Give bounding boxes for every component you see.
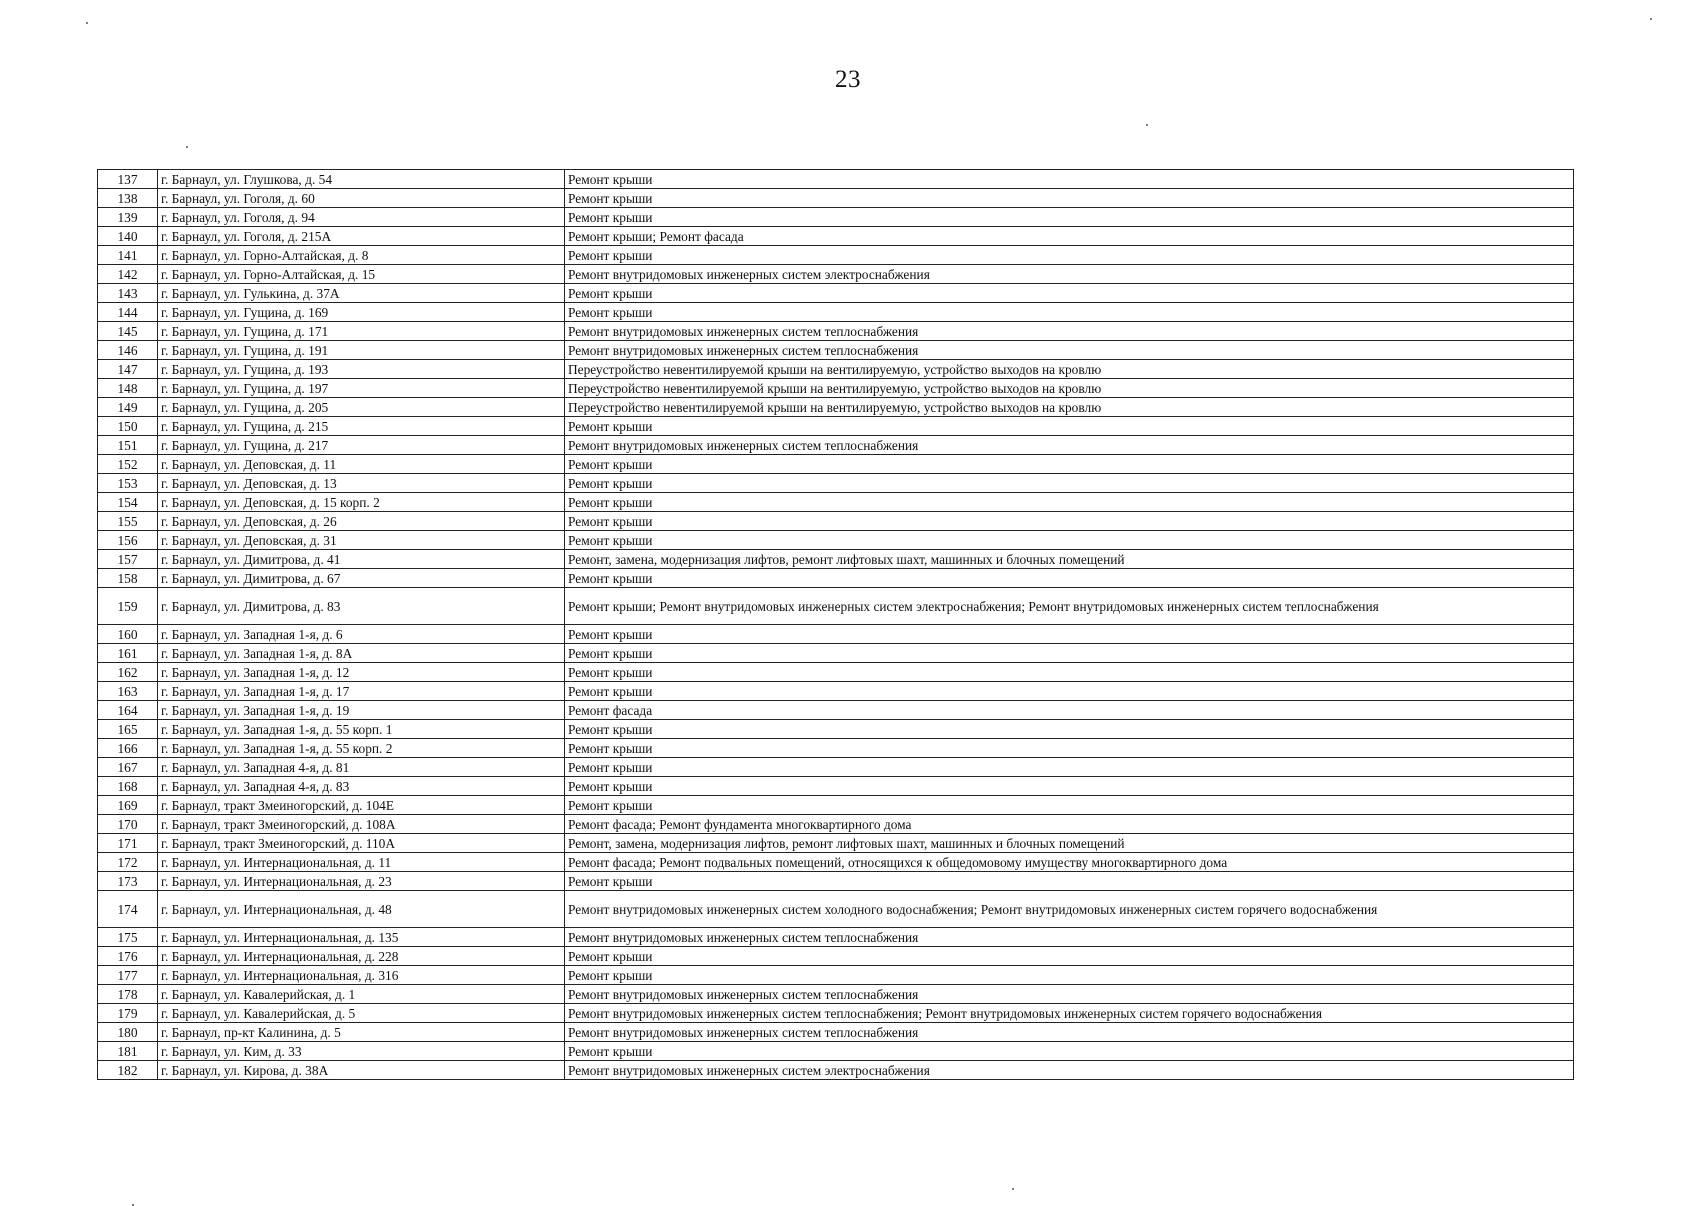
table-row [98, 701, 1574, 720]
table-row [98, 322, 1574, 341]
table-row [98, 928, 1574, 947]
address-cell: г. Барнаул, ул. Деповская, д. 13 [158, 474, 565, 493]
work-type-cell: Ремонт, замена, модернизация лифтов, ремонт лифтовых шахт, машинных и блочных помещений [565, 834, 1574, 853]
work-type-cell: Ремонт крыши; Ремонт внутридомовых инженерных систем электроснабжения; Ремонт внутридомовых инженерных систем теплоснабжения [565, 588, 1574, 625]
address-cell: г. Барнаул, ул. Глушкова, д. 54 [158, 170, 565, 189]
table-row [98, 720, 1574, 739]
address-cell: г. Барнаул, ул. Горно-Алтайская, д. 8 [158, 246, 565, 265]
row-number-cell: 145 [98, 322, 158, 341]
work-type-cell: Ремонт внутридомовых инженерных систем теплоснабжения [565, 436, 1574, 455]
table-row [98, 531, 1574, 550]
address-cell: г. Барнаул, ул. Кавалерийская, д. 5 [158, 1004, 565, 1023]
address-cell: г. Барнаул, ул. Интернациональная, д. 316 [158, 966, 565, 985]
row-number-cell: 137 [98, 170, 158, 189]
row-number-cell: 167 [98, 758, 158, 777]
work-type-cell: Ремонт внутридомовых инженерных систем теплоснабжения [565, 985, 1574, 1004]
row-number-cell: 159 [98, 588, 158, 625]
address-cell: г. Барнаул, ул. Гущина, д. 169 [158, 303, 565, 322]
work-type-cell: Ремонт крыши [565, 170, 1574, 189]
work-type-cell: Ремонт крыши [565, 474, 1574, 493]
row-number-cell: 153 [98, 474, 158, 493]
work-type-cell: Ремонт внутридомовых инженерных систем теплоснабжения [565, 341, 1574, 360]
address-cell: г. Барнаул, ул. Западная 1-я, д. 17 [158, 682, 565, 701]
table-row [98, 265, 1574, 284]
table-row [98, 739, 1574, 758]
table-row [98, 1004, 1574, 1023]
row-number-cell: 170 [98, 815, 158, 834]
row-number-cell: 154 [98, 493, 158, 512]
work-type-cell: Ремонт крыши [565, 569, 1574, 588]
work-type-cell: Ремонт крыши [565, 1042, 1574, 1061]
table-row [98, 588, 1574, 625]
scan-speck [1012, 1188, 1014, 1190]
table-row [98, 1061, 1574, 1080]
table-row [98, 872, 1574, 891]
work-type-cell: Ремонт крыши [565, 284, 1574, 303]
address-cell: г. Барнаул, ул. Деповская, д. 26 [158, 512, 565, 531]
work-type-cell: Ремонт крыши [565, 417, 1574, 436]
row-number-cell: 181 [98, 1042, 158, 1061]
row-number-cell: 163 [98, 682, 158, 701]
work-type-cell: Ремонт крыши [565, 720, 1574, 739]
table-row [98, 569, 1574, 588]
table-row [98, 360, 1574, 379]
row-number-cell: 161 [98, 644, 158, 663]
table-row [98, 455, 1574, 474]
work-type-cell: Ремонт крыши [565, 682, 1574, 701]
row-number-cell: 143 [98, 284, 158, 303]
row-number-cell: 151 [98, 436, 158, 455]
row-number-cell: 178 [98, 985, 158, 1004]
work-type-cell: Ремонт фасада; Ремонт фундамента многоквартирного дома [565, 815, 1574, 834]
address-cell: г. Барнаул, пр-кт Калинина, д. 5 [158, 1023, 565, 1042]
work-type-cell: Ремонт крыши [565, 189, 1574, 208]
table-row [98, 303, 1574, 322]
work-type-cell: Ремонт крыши [565, 947, 1574, 966]
table-row [98, 284, 1574, 303]
table-row [98, 853, 1574, 872]
work-type-cell: Ремонт фасада [565, 701, 1574, 720]
work-type-cell: Ремонт крыши [565, 777, 1574, 796]
row-number-cell: 152 [98, 455, 158, 474]
work-type-cell: Ремонт крыши [565, 758, 1574, 777]
table-row [98, 644, 1574, 663]
table-row [98, 436, 1574, 455]
address-cell: г. Барнаул, ул. Западная 1-я, д. 19 [158, 701, 565, 720]
address-cell: г. Барнаул, ул. Деповская, д. 11 [158, 455, 565, 474]
row-number-cell: 138 [98, 189, 158, 208]
work-type-cell: Ремонт крыши [565, 663, 1574, 682]
table-row [98, 341, 1574, 360]
address-cell: г. Барнаул, ул. Западная 1-я, д. 6 [158, 625, 565, 644]
scan-speck [1146, 124, 1148, 126]
scan-speck [1650, 18, 1652, 20]
address-cell: г. Барнаул, ул. Западная 4-я, д. 83 [158, 777, 565, 796]
address-cell: г. Барнаул, ул. Гущина, д. 217 [158, 436, 565, 455]
table-row [98, 474, 1574, 493]
row-number-cell: 147 [98, 360, 158, 379]
row-number-cell: 149 [98, 398, 158, 417]
work-type-cell: Ремонт внутридомовых инженерных систем теплоснабжения [565, 322, 1574, 341]
table-row [98, 1023, 1574, 1042]
address-cell: г. Барнаул, ул. Димитрова, д. 83 [158, 588, 565, 625]
page-number: 23 [835, 66, 861, 93]
table-row [98, 208, 1574, 227]
row-number-cell: 162 [98, 663, 158, 682]
row-number-cell: 148 [98, 379, 158, 398]
address-cell: г. Барнаул, ул. Интернациональная, д. 23 [158, 872, 565, 891]
row-number-cell: 156 [98, 531, 158, 550]
row-number-cell: 150 [98, 417, 158, 436]
row-number-cell: 177 [98, 966, 158, 985]
work-type-cell: Ремонт крыши [565, 303, 1574, 322]
address-cell: г. Барнаул, ул. Гоголя, д. 215А [158, 227, 565, 246]
address-cell: г. Барнаул, ул. Западная 4-я, д. 81 [158, 758, 565, 777]
table-row [98, 493, 1574, 512]
row-number-cell: 172 [98, 853, 158, 872]
row-number-cell: 182 [98, 1061, 158, 1080]
row-number-cell: 141 [98, 246, 158, 265]
table-row [98, 170, 1574, 189]
work-type-cell: Ремонт внутридомовых инженерных систем теплоснабжения [565, 928, 1574, 947]
table-row [98, 550, 1574, 569]
table-row [98, 682, 1574, 701]
work-type-cell: Ремонт внутридомовых инженерных систем холодного водоснабжения; Ремонт внутридомовых инженерных систем горячего водоснабжения [565, 891, 1574, 928]
work-type-cell: Ремонт крыши [565, 531, 1574, 550]
row-number-cell: 169 [98, 796, 158, 815]
address-cell: г. Барнаул, ул. Интернациональная, д. 135 [158, 928, 565, 947]
address-cell: г. Барнаул, тракт Змеиногорский, д. 104Е [158, 796, 565, 815]
table-row [98, 1042, 1574, 1061]
address-cell: г. Барнаул, ул. Димитрова, д. 67 [158, 569, 565, 588]
work-type-cell: Ремонт крыши [565, 493, 1574, 512]
table-row [98, 758, 1574, 777]
work-type-cell: Ремонт крыши [565, 625, 1574, 644]
address-cell: г. Барнаул, ул. Ким, д. 33 [158, 1042, 565, 1061]
work-type-cell: Ремонт крыши [565, 246, 1574, 265]
address-cell: г. Барнаул, ул. Гущина, д. 171 [158, 322, 565, 341]
registry-table-body [98, 170, 1574, 1080]
address-cell: г. Барнаул, ул. Западная 1-я, д. 12 [158, 663, 565, 682]
address-cell: г. Барнаул, ул. Западная 1-я, д. 55 корп. 2 [158, 739, 565, 758]
address-cell: г. Барнаул, ул. Гущина, д. 215 [158, 417, 565, 436]
work-type-cell: Ремонт крыши [565, 966, 1574, 985]
work-type-cell: Ремонт, замена, модернизация лифтов, ремонт лифтовых шахт, машинных и блочных помещений [565, 550, 1574, 569]
address-cell: г. Барнаул, ул. Интернациональная, д. 228 [158, 947, 565, 966]
row-number-cell: 165 [98, 720, 158, 739]
address-cell: г. Барнаул, ул. Гущина, д. 193 [158, 360, 565, 379]
work-type-cell: Ремонт крыши [565, 796, 1574, 815]
table-row [98, 189, 1574, 208]
row-number-cell: 171 [98, 834, 158, 853]
work-type-cell: Ремонт крыши [565, 512, 1574, 531]
row-number-cell: 146 [98, 341, 158, 360]
address-cell: г. Барнаул, ул. Гулькина, д. 37А [158, 284, 565, 303]
table-row [98, 891, 1574, 928]
work-type-cell: Ремонт крыши [565, 739, 1574, 758]
row-number-cell: 142 [98, 265, 158, 284]
address-cell: г. Барнаул, ул. Димитрова, д. 41 [158, 550, 565, 569]
table-row [98, 512, 1574, 531]
work-type-cell: Переустройство невентилируемой крыши на вентилируемую, устройство выходов на кровлю [565, 379, 1574, 398]
row-number-cell: 174 [98, 891, 158, 928]
table-row [98, 815, 1574, 834]
table-row [98, 379, 1574, 398]
row-number-cell: 180 [98, 1023, 158, 1042]
address-cell: г. Барнаул, ул. Горно-Алтайская, д. 15 [158, 265, 565, 284]
address-cell: г. Барнаул, ул. Гоголя, д. 94 [158, 208, 565, 227]
table-row [98, 398, 1574, 417]
row-number-cell: 175 [98, 928, 158, 947]
address-cell: г. Барнаул, ул. Западная 1-я, д. 55 корп. 1 [158, 720, 565, 739]
table-row [98, 834, 1574, 853]
work-type-cell: Ремонт фасада; Ремонт подвальных помещений, относящихся к общедомовому имуществу многоквартирного дома [565, 853, 1574, 872]
work-type-cell: Переустройство невентилируемой крыши на вентилируемую, устройство выходов на кровлю [565, 360, 1574, 379]
work-type-cell: Ремонт внутридомовых инженерных систем теплоснабжения; Ремонт внутридомовых инженерных систем горячего водоснабжения [565, 1004, 1574, 1023]
address-cell: г. Барнаул, ул. Западная 1-я, д. 8А [158, 644, 565, 663]
table-row [98, 796, 1574, 815]
table-row [98, 246, 1574, 265]
row-number-cell: 157 [98, 550, 158, 569]
work-type-cell: Ремонт внутридомовых инженерных систем электроснабжения [565, 265, 1574, 284]
row-number-cell: 139 [98, 208, 158, 227]
address-cell: г. Барнаул, ул. Кавалерийская, д. 1 [158, 985, 565, 1004]
row-number-cell: 173 [98, 872, 158, 891]
address-cell: г. Барнаул, ул. Интернациональная, д. 48 [158, 891, 565, 928]
row-number-cell: 176 [98, 947, 158, 966]
address-cell: г. Барнаул, ул. Гоголя, д. 60 [158, 189, 565, 208]
row-number-cell: 140 [98, 227, 158, 246]
table-row [98, 947, 1574, 966]
scan-speck [186, 146, 188, 148]
row-number-cell: 168 [98, 777, 158, 796]
address-cell: г. Барнаул, ул. Гущина, д. 205 [158, 398, 565, 417]
table-row [98, 417, 1574, 436]
row-number-cell: 144 [98, 303, 158, 322]
work-type-cell: Ремонт внутридомовых инженерных систем электроснабжения [565, 1061, 1574, 1080]
address-cell: г. Барнаул, тракт Змеиногорский, д. 108А [158, 815, 565, 834]
address-cell: г. Барнаул, ул. Деповская, д. 31 [158, 531, 565, 550]
row-number-cell: 160 [98, 625, 158, 644]
work-type-cell: Ремонт крыши; Ремонт фасада [565, 227, 1574, 246]
address-cell: г. Барнаул, ул. Гущина, д. 197 [158, 379, 565, 398]
address-cell: г. Барнаул, ул. Кирова, д. 38А [158, 1061, 565, 1080]
work-type-cell: Ремонт крыши [565, 455, 1574, 474]
table-row [98, 663, 1574, 682]
table-row [98, 777, 1574, 796]
work-type-cell: Ремонт крыши [565, 872, 1574, 891]
address-cell: г. Барнаул, ул. Гущина, д. 191 [158, 341, 565, 360]
address-cell: г. Барнаул, ул. Интернациональная, д. 11 [158, 853, 565, 872]
table-row [98, 985, 1574, 1004]
table-row [98, 966, 1574, 985]
work-type-cell: Переустройство невентилируемой крыши на вентилируемую, устройство выходов на кровлю [565, 398, 1574, 417]
table-row [98, 625, 1574, 644]
work-type-cell: Ремонт крыши [565, 208, 1574, 227]
scan-speck [86, 22, 88, 24]
row-number-cell: 158 [98, 569, 158, 588]
address-cell: г. Барнаул, ул. Деповская, д. 15 корп. 2 [158, 493, 565, 512]
work-type-cell: Ремонт крыши [565, 644, 1574, 663]
table-row [98, 227, 1574, 246]
address-cell: г. Барнаул, тракт Змеиногорский, д. 110А [158, 834, 565, 853]
work-type-cell: Ремонт внутридомовых инженерных систем теплоснабжения [565, 1023, 1574, 1042]
row-number-cell: 179 [98, 1004, 158, 1023]
row-number-cell: 164 [98, 701, 158, 720]
row-number-cell: 155 [98, 512, 158, 531]
registry-table [97, 169, 1574, 1080]
row-number-cell: 166 [98, 739, 158, 758]
